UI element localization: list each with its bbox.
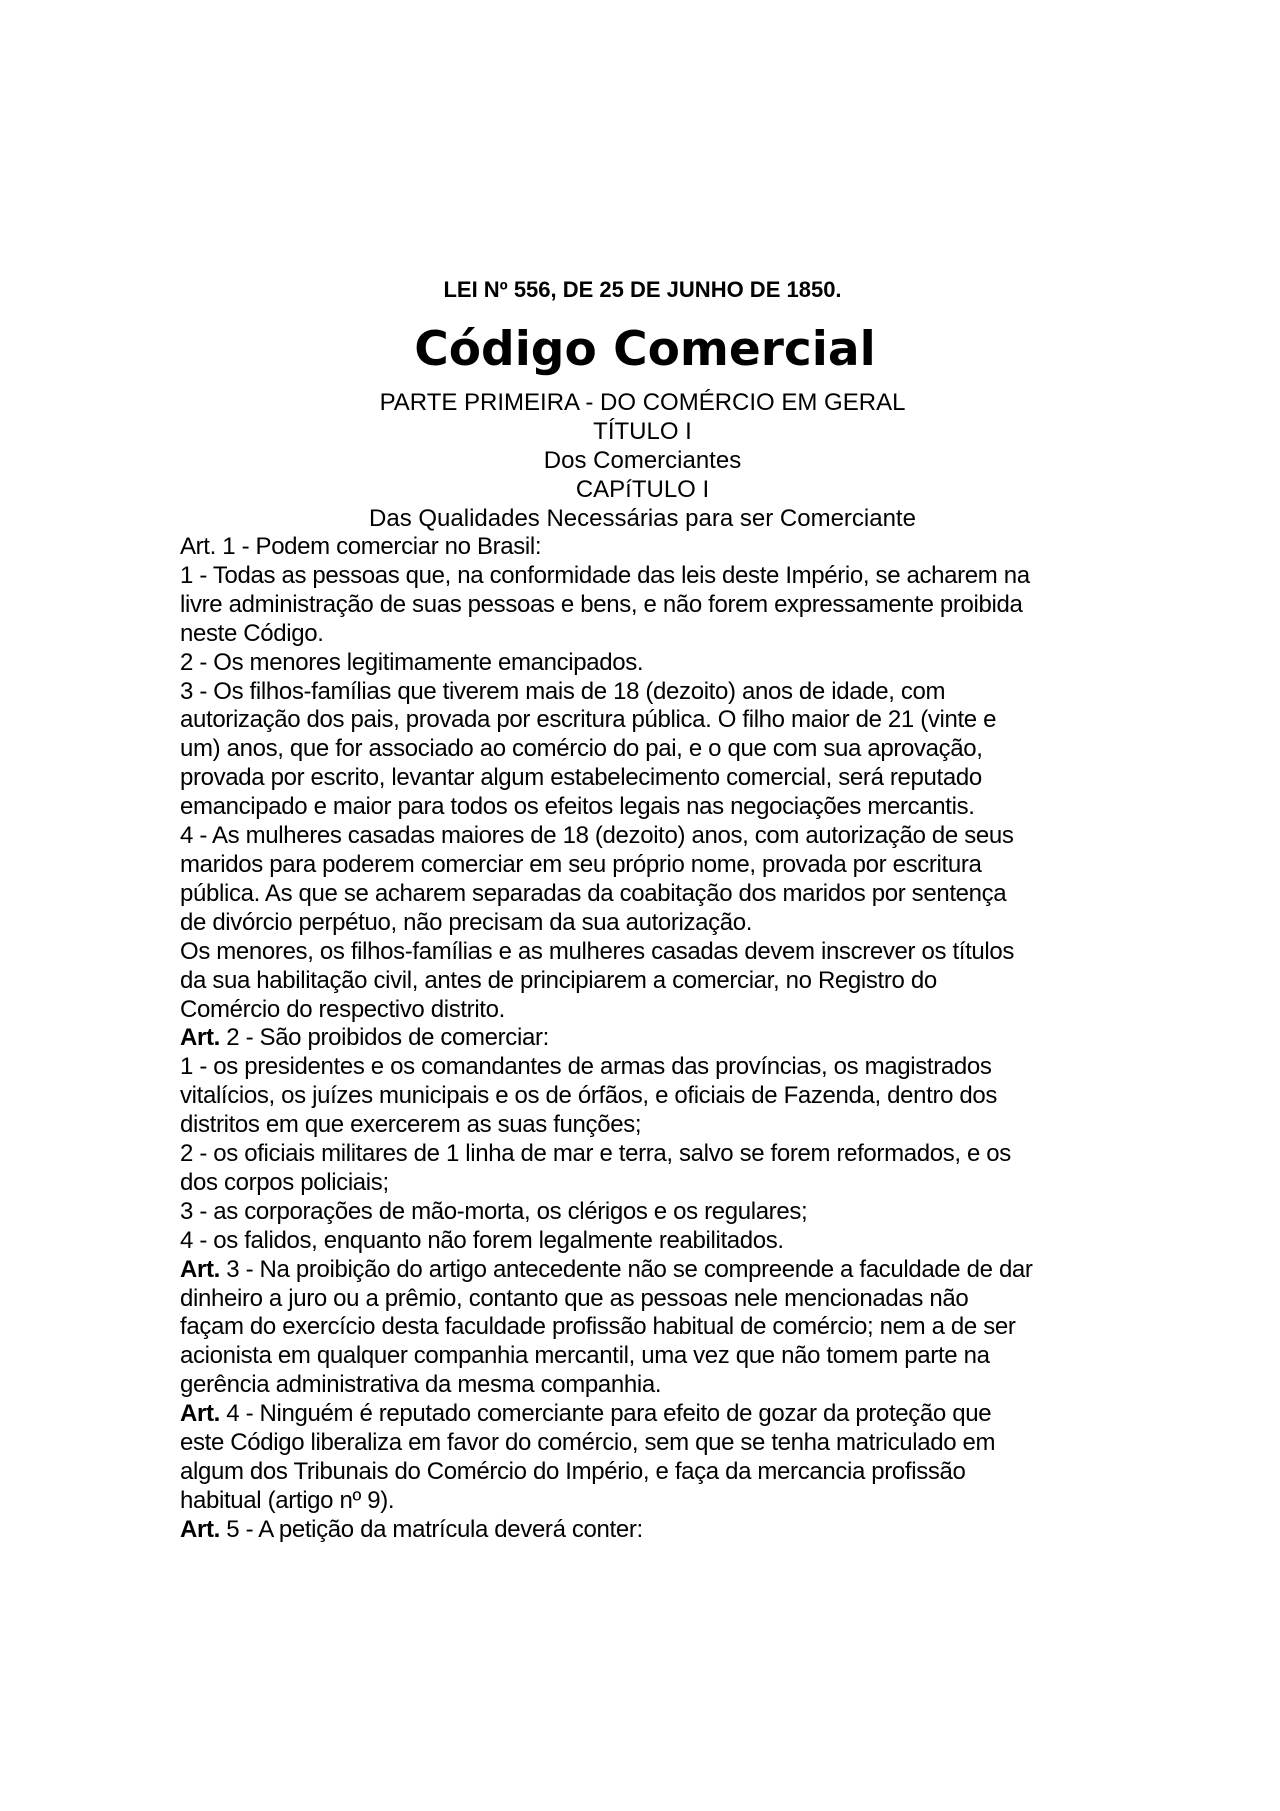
law-number-heading: LEI Nº 556, DE 25 DE JUNHO DE 1850. [443,277,842,302]
document-title: Código Comercial [414,322,876,377]
line-text: 3 - as corporações de mão-morta, os clérigos e os regulares; [180,1197,808,1225]
text-line [180,649,1120,678]
title-name-heading: Dos Comerciantes [543,447,742,474]
text-line [180,996,1120,1025]
chapter-heading: CAPíTULO I [575,476,710,503]
text-line [180,562,1120,591]
text-line [180,1487,1120,1516]
text-line [180,1285,1120,1314]
line-text: provada por escrito, levantar algum estabelecimento comercial, será reputado [180,764,982,792]
line-text: maridos para poderem comerciar em seu próprio nome, provada por escritura [180,850,982,878]
text-line [180,1458,1120,1487]
text-line [180,678,1120,707]
text-line [180,880,1120,909]
text-line [180,1140,1120,1169]
text-line [180,1516,1120,1545]
part-heading: PARTE PRIMEIRA - DO COMÉRCIO EM GERAL [379,389,906,416]
text-line [180,909,1120,938]
line-text: dos corpos policiais; [180,1168,389,1196]
line-text: algum dos Tribunais do Comércio do Império, e faça da mercancia profissão [180,1458,966,1485]
line-text: distritos em que exercerem as suas funções; [180,1111,642,1139]
line-text: 3 - Na proibição do artigo antecedente não se compreende a faculdade de dar [219,1255,1033,1283]
line-text: dinheiro a juro ou a prêmio, contanto que as pessoas nele mencionadas não [180,1284,969,1312]
text-line [180,1256,1120,1285]
line-text: Art. 1 - Podem comerciar no Brasil: [180,533,542,560]
line-text: livre administração de suas pessoas e bens, e não forem expressamente proibida [180,590,1023,618]
line-text: um) anos, que for associado ao comércio do pai, e o que com sua aprovação, [180,735,983,763]
text-line [180,1342,1120,1371]
line-text: habitual (artigo nº 9). [180,1486,395,1514]
line-text: pública. As que se acharem separadas da coabitação dos maridos por sentença [180,879,1007,907]
line-text: 4 - os falidos, enquanto não forem legalmente reabilitados. [180,1226,784,1254]
title-section-heading: TÍTULO I [593,418,692,445]
article-label: Art. [180,1255,220,1283]
text-line [180,1082,1120,1111]
line-text: gerência administrativa da mesma companhia. [180,1371,662,1399]
line-text: neste Código. [180,619,324,647]
text-line [180,706,1120,735]
text-line [180,591,1120,620]
text-line [180,764,1120,793]
line-text: 3 - Os filhos-famílias que tiverem mais de 18 (dezoito) anos de idade, com [180,677,946,705]
line-text: 2 - os oficiais militares de 1 linha de mar e terra, salvo se forem reformados, e os [180,1140,1011,1168]
text-line [180,1227,1120,1256]
line-text: emancipado e maior para todos os efeitos legais nas negociações mercantis. [180,793,975,821]
line-text: acionista em qualquer companhia mercantil, uma vez que não tomem parte na [180,1342,990,1370]
text-line [180,620,1120,649]
line-text: da sua habilitação civil, antes de principiarem a comerciar, no Registro do [180,966,937,994]
text-line [180,967,1120,996]
line-text: 4 - As mulheres casadas maiores de 18 (dezoito) anos, com autorização de seus [180,822,1014,850]
document-body [180,533,1120,1545]
line-text: autorização dos pais, provada por escritura pública. O filho maior de 21 (vinte e [180,706,997,734]
line-text: 4 - Ninguém é reputado comerciante para efeito de gozar da proteção que [219,1400,992,1428]
text-line [180,1169,1120,1198]
text-line [180,533,1120,562]
line-text: 2 - Os menores legitimamente emancipados. [180,648,644,676]
text-line [180,1313,1120,1342]
line-text: vitalícios, os juízes municipais e os de órfãos, e oficiais de Fazenda, dentro dos [180,1082,998,1110]
text-line [180,1053,1120,1082]
text-line [180,1400,1120,1429]
line-text: 1 - os presidentes e os comandantes de armas das províncias, os magistrados [180,1053,992,1081]
text-line [180,938,1120,967]
article-label: Art. [180,1400,220,1428]
chapter-name-heading: Das Qualidades Necessárias para ser Comerciante [369,505,916,532]
text-line [180,735,1120,764]
line-text: 1 - Todas as pessoas que, na conformidade das leis deste Império, se acharem na [180,561,1030,589]
line-text: Comércio do respectivo distrito. [180,995,505,1023]
line-text: este Código liberaliza em favor do comércio, sem que se tenha matriculado em [180,1429,996,1457]
text-line [180,822,1120,851]
text-line [180,851,1120,880]
text-line [180,1429,1120,1458]
line-text: 5 - A petição da matrícula deverá conter: [219,1515,643,1543]
line-text: Os menores, os filhos-famílias e as mulheres casadas devem inscrever os títulos [180,937,1015,965]
article-label: Art. [180,1024,220,1052]
line-text: de divórcio perpétuo, não precisam da sua autorização. [180,908,753,936]
article-label: Art. [180,1515,220,1543]
line-text: façam do exercício desta faculdade profissão habitual de comércio; nem a de ser [180,1313,1016,1341]
text-line [180,1198,1120,1227]
text-line [180,793,1120,822]
text-line [180,1111,1120,1140]
text-line [180,1024,1120,1053]
line-text: 2 - São proibidos de comerciar: [219,1024,549,1052]
text-line [180,1371,1120,1400]
